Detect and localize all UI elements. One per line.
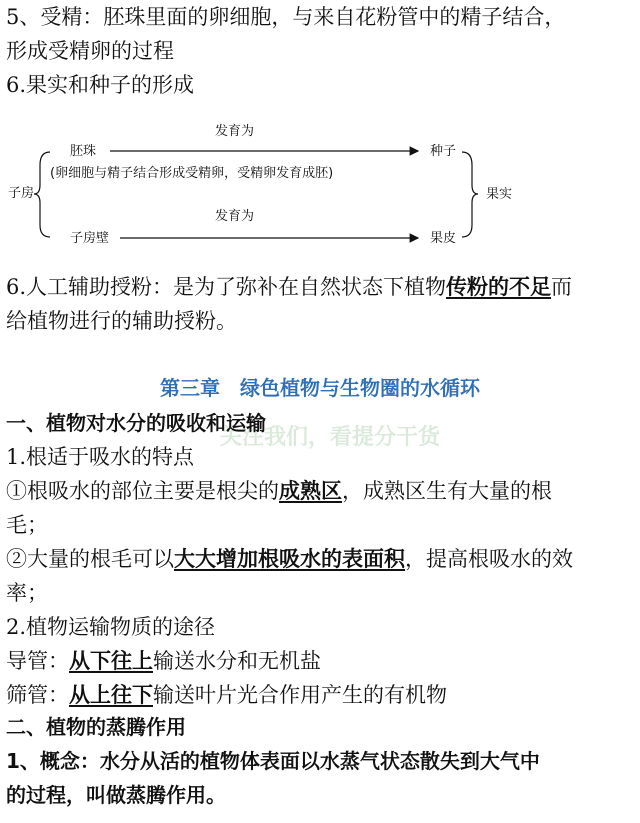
concept-line2: 的过程，叫做蒸腾作用。 bbox=[6, 783, 226, 807]
pericarp-label: 果皮 bbox=[430, 231, 457, 246]
point2-line2: 率； bbox=[6, 581, 48, 605]
section-heading-1: 一、植物对水分的吸收和运输 bbox=[6, 411, 266, 435]
point1-line1: ①根吸水的部位主要是根尖的成熟区，成熟区生有大量的根 bbox=[6, 479, 552, 503]
chapter-title: 第三章 绿色植物与生物圈的水循环 bbox=[160, 376, 480, 400]
phloem-line: 筛管：从上往下输送叶片光合作用产生的有机物 bbox=[6, 683, 447, 707]
para5-line1: 5、受精：胚珠里面的卵细胞，与来自花粉管中的精子结合， bbox=[6, 5, 566, 29]
section-heading-2: 二、植物的蒸腾作用 bbox=[6, 715, 186, 739]
ovary-label: 子房 bbox=[8, 186, 35, 201]
left-brace bbox=[34, 152, 50, 237]
para5-line2: 形成受精卵的过程 bbox=[6, 39, 174, 63]
ovule-label: 胚珠 bbox=[70, 144, 97, 159]
seed-label: 种子 bbox=[430, 144, 457, 159]
ovary-wall-label: 子房壁 bbox=[70, 231, 110, 246]
ovule-develop-label: 发育为 bbox=[215, 124, 255, 139]
point2-line1: ②大量的根毛可以大大增加根吸水的表面积，提高根吸水的效 bbox=[6, 547, 573, 571]
fertilization-note: (卵细胞与精子结合形成受精卵，受精卵发育成胚) bbox=[50, 166, 334, 181]
right-brace bbox=[462, 152, 478, 237]
item2-title: 2.植物运输物质的途径 bbox=[6, 615, 216, 639]
pollination-line1: 6.人工辅助授粉：是为了弥补在自然状态下植物传粉的不足而 bbox=[6, 275, 573, 299]
xylem-line: 导管：从下往上输送水分和无机盐 bbox=[6, 649, 321, 673]
wall-develop-label: 发育为 bbox=[215, 209, 255, 224]
item1-title: 1.根适于吸水的特点 bbox=[6, 445, 195, 469]
pollination-line2: 给植物进行的辅助授粉。 bbox=[6, 309, 237, 333]
section6-title: 6.果实和种子的形成 bbox=[6, 73, 195, 97]
fruit-formation-diagram bbox=[0, 110, 640, 260]
fruit-label: 果实 bbox=[486, 187, 513, 202]
point1-line2: 毛； bbox=[6, 513, 48, 537]
watermark-logo: 关注我们，看提分干货 bbox=[220, 425, 441, 450]
concept-line1: 1、概念：水分从活的植物体表面以水蒸气状态散失到大气中 bbox=[6, 749, 540, 773]
